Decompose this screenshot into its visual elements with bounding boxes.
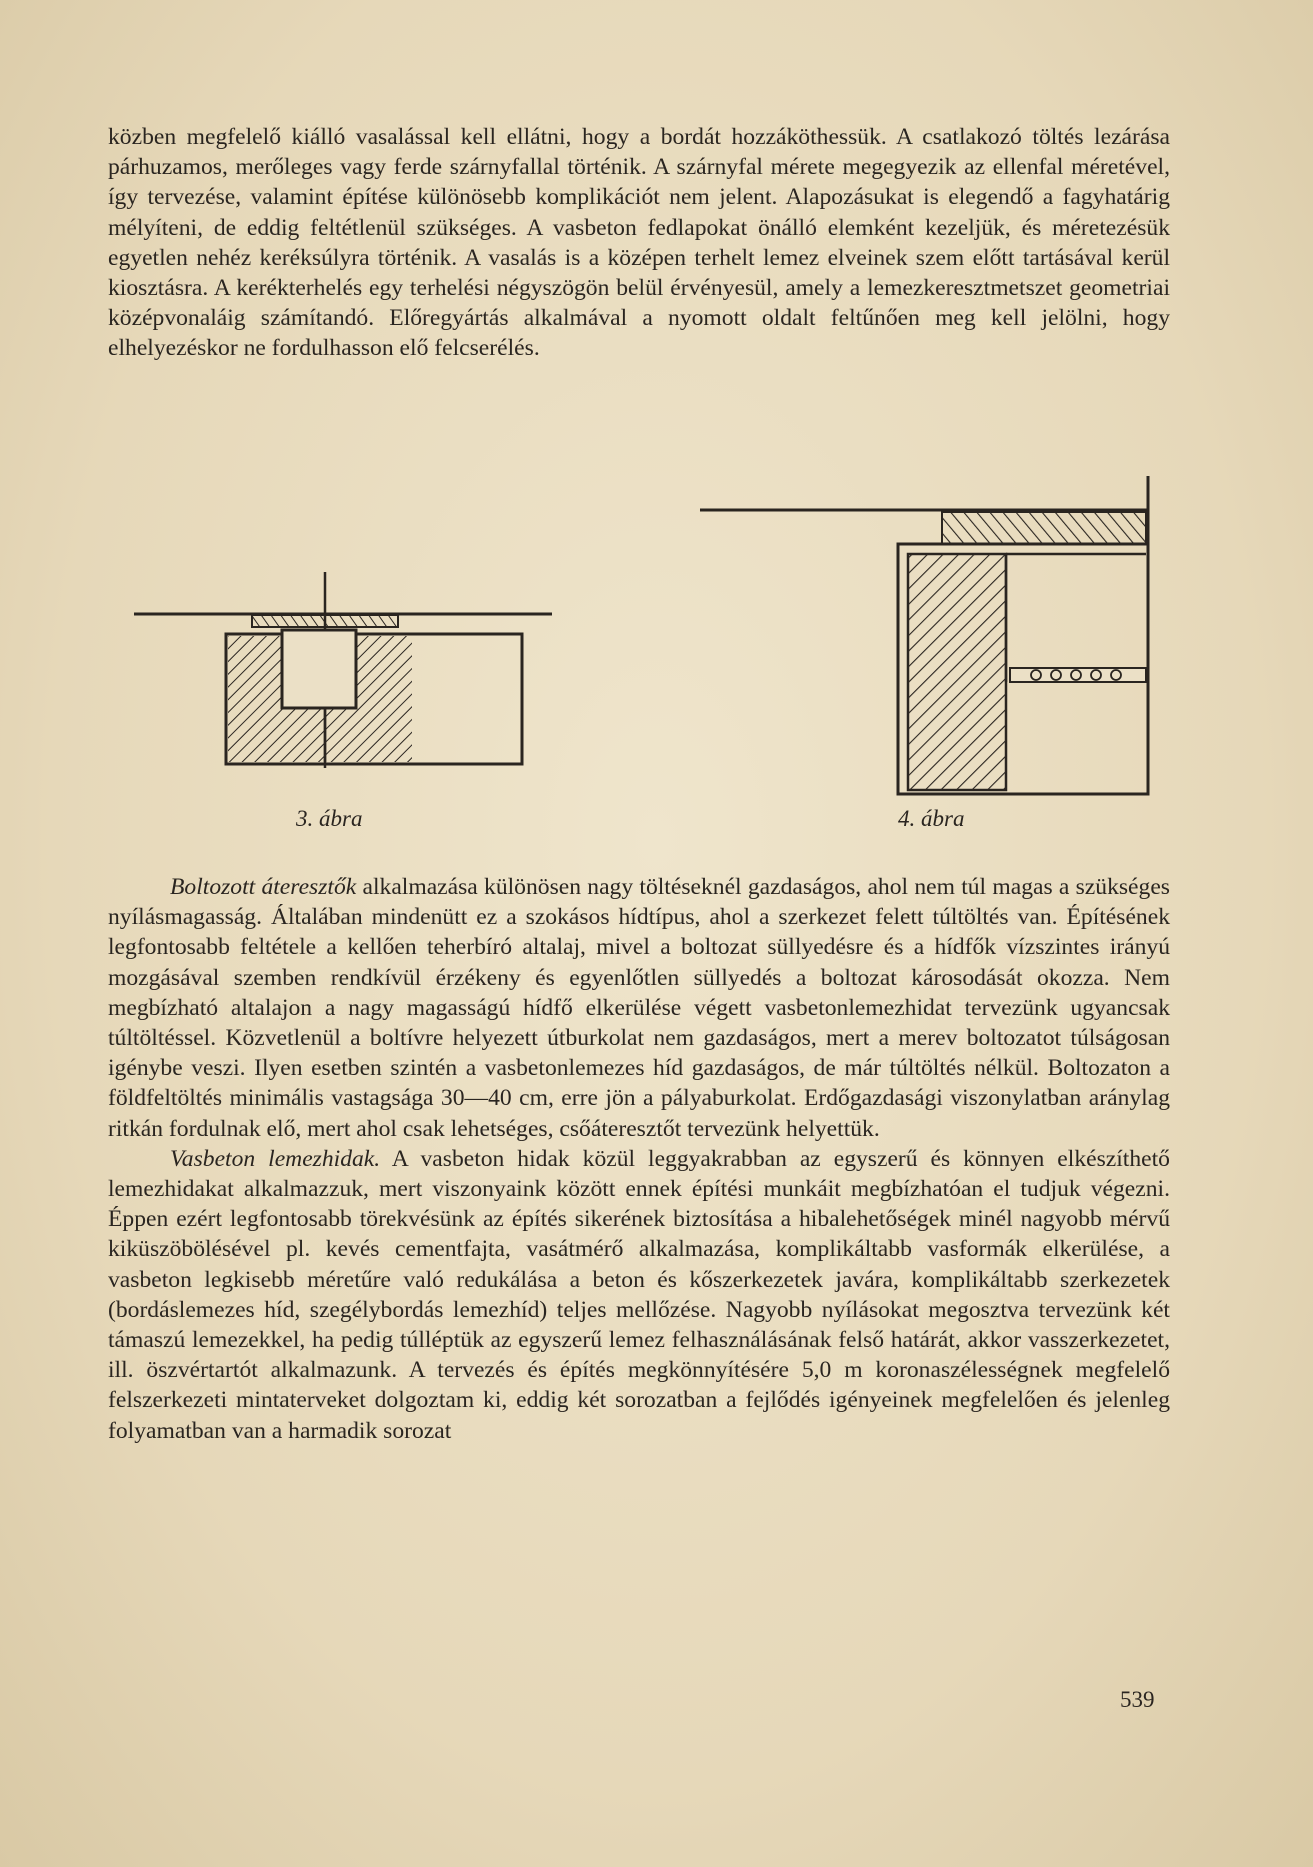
figure-3-caption: 3. ábra [296,806,363,831]
fig4-deck-slab [942,512,1146,544]
paragraph-2-text: alkalmazása különösen nagy töltéseknél gazdaságos, ahol nem túl magas a szükséges nyílásmagasság. Általában mindenütt ez a szokásos hídtípus, ahol a szerkezet felett túltöltés van. Építésének legfontosabb feltétele a kellően teherbíró altalaj, mivel a boltozat süllyedésre és a hídfők vízszintes irányú mozgásával szemben rendkívül érzékeny és egyenlőtlen süllyedés a boltozat károsodását okozza. Nem megbízható altalajon a nagy magasságú hídfő elkerülése végett vasbetonlemezhidat tervezünk ugyancsak túltöltéssel. Közvetlenül a boltívre helyezett útburkolat nem gazdaságos, mert a merev boltozatot túlságosan igénybe veszi. Ilyen esetben szintén a vasbetonlemezes híd gazdaságos, de már túltöltés nélkül. Boltozaton a földfeltöltés minimális vastagsága 30—40 cm, erre jön a pályaburkolat. Erdőgazdasági viszonylatban aránylag ritkán fordulnak elő, mert ahol csak lehetséges, csőáteresztőt tervezünk helyettük. [108,874,1170,1142]
paragraph-3-text: A vasbeton hidak közül leggyakrabban az egyszerű és könnyen elkészíthető lemezhidakat alkalmazzuk, mert viszonyaink között ennek építési munkáit megbízhatóan el tudjuk végezni. Éppen ezért legfontosabb törekvésünk az építés sikerének biztosítása a hibalehetőségek minél nagyobb mérvű kiküszöbölésével pl. kevés cementfajta, vasátmérő alkalmazása, komplikáltabb vasformák elkerülése, a vasbeton legkisebb méretűre való redukálása a beton és kőszerkezetek javára, komplikáltabb szerkezetek (bordáslemezes híd, szegélybordás lemezhíd) teljes mellőzése. Nagyobb nyílásokat megosztva tervezünk két támaszú lemezekkel, ha pedig túlléptük az egyszerű lemez felhasználásának felső határát, akkor vasszerkezetet, ill. öszvértartót alkalmazunk. A tervezés és építés megkönnyítésére 5,0 m koronaszélességnek megfelelő felszerkezeti mintaterveket dolgoztam ki, eddig két sorozatban a fejlődés igényeinek megfelelően és jelenleg folyamatban van a harmadik sorozat [108,1145,1170,1444]
paragraph-1 [108,122,1170,364]
paragraph-2-term: Boltozott áteresztők [170,874,357,900]
paragraph-3-term: Vasbeton lemezhidak. [170,1145,381,1172]
fig3-deck-slab [252,615,398,627]
body-text-lower [108,872,1170,1446]
page-number: 539 [1120,1687,1155,1712]
fig4-abutment-body [908,554,1006,790]
paragraph-1-text: közben megfelelő kiálló vasalással kell ellátni, hogy a bordát hozzáköthessük. A csatlakozó töltés lezárása párhuzamos, merőleges vagy ferde szárnyfallal történik. A szárnyfal mérete megegyezik az ellenfal méretével, így tervezése, valamint építése különösebb komplikációt nem jelent. Alapozásukat is elegendő a fagyhatárig mélyíteni, de eddig feltétlenül szükséges. A vasbeton fedlapokat önálló elemként kezeljük, és méretezésük egyetlen nehéz keréksúlyra történik. A vasalás is a középen terhelt lemez elveinek szem előtt tartásával kerül kiosztásra. A kerékterhelés egy terhelési négyszögön belül érvényesül, amely a lemezkeresztmetszet geometriai középvonaláig számítandó. Előregyártás alkalmával a nyomott oldalt feltűnően meg kell jelölni, hogy elhelyezéskor ne fordulhasson elő felcserélés. [108,124,1170,362]
paragraph-2 [108,872,1170,1144]
fig3-notch [282,630,356,708]
figure-4-drawing [696,474,1166,806]
paragraph-3 [108,1144,1170,1446]
figure-4-caption: 4. ábra [898,806,965,831]
figure-3-drawing [130,568,560,783]
